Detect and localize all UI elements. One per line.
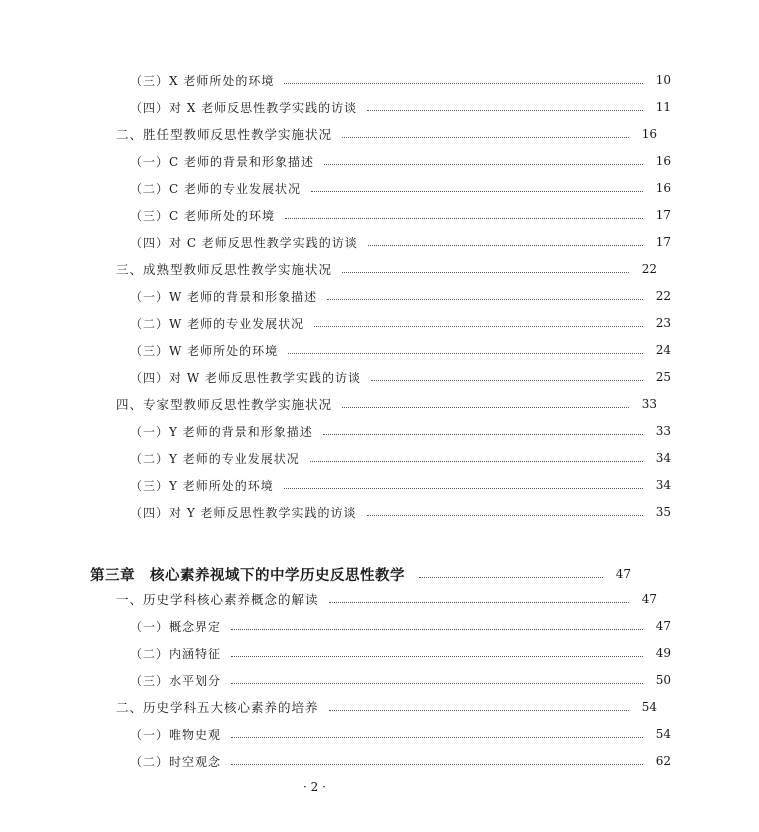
toc-entry-page: 22 (641, 262, 657, 276)
dot-leader (327, 298, 643, 300)
toc-entry-title: （三）Y 老师所处的环境 (130, 478, 274, 493)
dot-leader (342, 271, 629, 273)
toc-entry-title: （四）对 Y 老师反思性教学实践的访谈 (130, 505, 357, 520)
toc-entry-title: （二）W 老师的专业发展状况 (130, 316, 305, 331)
toc-entry-title: 一、历史学科核心素养概念的解读 (116, 592, 319, 607)
toc-entry[interactable] (0, 670, 759, 690)
toc-entry-page: 62 (655, 754, 671, 768)
toc-entry[interactable] (0, 313, 759, 333)
toc-entry[interactable] (0, 475, 759, 495)
toc-entry[interactable] (0, 340, 759, 360)
toc-entry-page: 49 (655, 646, 671, 660)
toc-entry-title: 四、专家型教师反思性教学实施状况 (116, 397, 333, 412)
toc-entry-page: 35 (655, 505, 671, 519)
dot-leader (231, 763, 643, 765)
dot-leader (367, 109, 643, 111)
dot-leader (323, 433, 643, 435)
toc-entry-title: （三）C 老师所处的环境 (130, 208, 275, 223)
toc-entry-page: 17 (655, 208, 671, 222)
toc-entry-page: 47 (615, 567, 631, 581)
toc-entry-title: （二）内涵特征 (130, 646, 222, 661)
toc-entry-title: （四）对 C 老师反思性教学实践的访谈 (130, 235, 358, 250)
dot-leader (329, 709, 629, 711)
dot-leader (284, 82, 643, 84)
toc-entry[interactable] (0, 367, 759, 387)
toc-entry[interactable] (0, 724, 759, 744)
toc-entry[interactable] (0, 178, 759, 198)
toc-entry-page: 33 (641, 397, 657, 411)
dot-leader (288, 352, 643, 354)
chapter-title: 第三章 核心素养视域下的中学历史反思性教学 (90, 567, 405, 584)
toc-entry-page: 54 (641, 700, 657, 714)
toc-entry-page: 24 (655, 343, 671, 357)
toc-entry-title: （三）X 老师所处的环境 (130, 73, 275, 88)
toc-entry-page: 34 (655, 451, 671, 465)
toc-entry-page: 10 (655, 73, 671, 87)
page-number: · 2 · (303, 780, 326, 794)
dot-leader (231, 655, 643, 657)
dot-leader (368, 244, 643, 246)
toc-section-entry[interactable] (0, 697, 745, 717)
toc-entry[interactable] (0, 616, 759, 636)
toc-entry-title: （四）对 W 老师反思性教学实践的访谈 (130, 370, 361, 385)
toc-entry-title: （四）对 X 老师反思性教学实践的访谈 (130, 100, 358, 115)
toc-entry-page: 25 (655, 370, 671, 384)
toc-entry[interactable] (0, 70, 759, 90)
toc-entry-page: 47 (655, 619, 671, 633)
toc-entry[interactable] (0, 448, 759, 468)
toc-entry-page: 16 (655, 181, 671, 195)
toc-chapter-entry[interactable] (0, 562, 719, 586)
dot-leader (329, 601, 629, 603)
toc-entry[interactable] (0, 232, 759, 252)
toc-entry-page: 16 (641, 127, 657, 141)
toc-section-entry[interactable] (0, 259, 745, 279)
dot-leader (342, 136, 629, 138)
toc-entry-page: 47 (641, 592, 657, 606)
dot-leader (324, 163, 643, 165)
dot-leader (342, 406, 629, 408)
dot-leader (367, 514, 643, 516)
toc-entry-title: （一）W 老师的背景和形象描述 (130, 289, 318, 304)
toc-entry-title: 三、成熟型教师反思性教学实施状况 (116, 262, 333, 277)
toc-entry-title: （一）C 老师的背景和形象描述 (130, 154, 314, 169)
toc-entry[interactable] (0, 151, 759, 171)
toc-entry-title: （二）Y 老师的专业发展状况 (130, 451, 300, 466)
dot-leader (311, 190, 643, 192)
toc-entry-title: （一）概念界定 (130, 619, 222, 634)
toc-entry-page: 16 (655, 154, 671, 168)
toc-entry-title: 二、胜任型教师反思性教学实施状况 (116, 127, 333, 142)
dot-leader (231, 682, 643, 684)
toc-entry[interactable] (0, 421, 759, 441)
dot-leader (231, 628, 643, 630)
toc-entry-page: 22 (655, 289, 671, 303)
dot-leader (231, 736, 643, 738)
dot-leader (419, 576, 603, 578)
toc-entry-page: 50 (655, 673, 671, 687)
toc-entry-title: （二）时空观念 (130, 754, 222, 769)
toc-entry-title: （一）唯物史观 (130, 727, 222, 742)
dot-leader (284, 487, 643, 489)
toc-entry-page: 33 (655, 424, 671, 438)
toc-entry[interactable] (0, 205, 759, 225)
toc-entry-title: （三）W 老师所处的环境 (130, 343, 279, 358)
toc-section-entry[interactable] (0, 124, 745, 144)
toc-section-entry[interactable] (0, 589, 745, 609)
toc-entry[interactable] (0, 643, 759, 663)
dot-leader (310, 460, 643, 462)
dot-leader (285, 217, 643, 219)
toc-entry-page: 11 (655, 100, 671, 114)
toc-entry-title: （三）水平划分 (130, 673, 222, 688)
dot-leader (314, 325, 643, 327)
toc-entry-page: 54 (655, 727, 671, 741)
toc-entry-page: 23 (655, 316, 671, 330)
toc-entry-page: 34 (655, 478, 671, 492)
toc-entry-title: 二、历史学科五大核心素养的培养 (116, 700, 319, 715)
dot-leader (371, 379, 643, 381)
toc-entry[interactable] (0, 502, 759, 522)
toc-entry[interactable] (0, 97, 759, 117)
toc-entry[interactable] (0, 751, 759, 771)
toc-entry-page: 17 (655, 235, 671, 249)
toc-section-entry[interactable] (0, 394, 745, 414)
toc-entry[interactable] (0, 286, 759, 306)
toc-entry-title: （一）Y 老师的背景和形象描述 (130, 424, 313, 439)
toc-entry-title: （二）C 老师的专业发展状况 (130, 181, 301, 196)
